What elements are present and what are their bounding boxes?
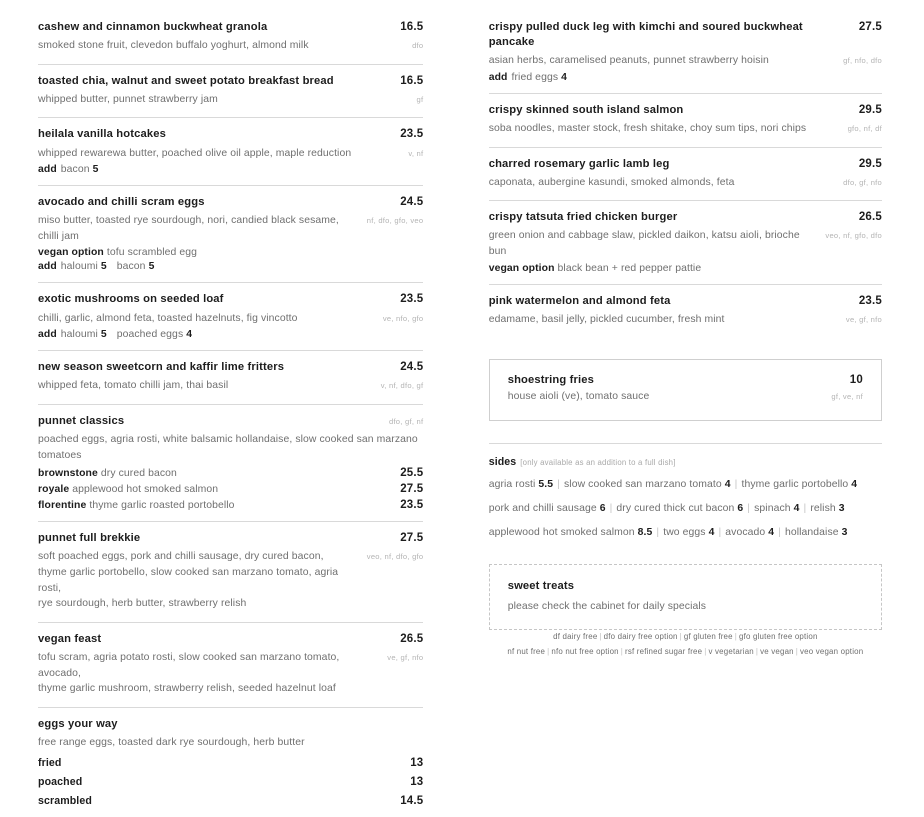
legend-entry: nf nut free xyxy=(507,646,546,656)
variant-text: royale applewood hot smoked salmon xyxy=(38,484,219,496)
item-dietary-tags: dfo, gf, nf xyxy=(388,416,424,426)
sides-separator: | xyxy=(734,478,738,490)
item-name: toasted chia, walnut and sweet potato breakfast bread xyxy=(38,74,334,87)
item-header-row xyxy=(489,157,882,172)
item-description: miso butter, toasted rye sourdough, nori, candied black sesame, chilli jam xyxy=(38,215,339,242)
item-option-line: vegan option tofu scrambled egg xyxy=(38,247,198,259)
sides-price: 5.5 xyxy=(538,478,554,490)
item-description-row xyxy=(38,378,423,394)
item-option-label: vegan option xyxy=(38,247,104,259)
item-description-row xyxy=(38,213,423,244)
item-description: poached eggs, agria rosti, white balsamic hollandaise, slow cooked san marzano tomatoes xyxy=(38,434,418,461)
variant-name: royale xyxy=(38,484,70,496)
eggs-option-price: 13 xyxy=(410,757,424,770)
legend-separator: | xyxy=(599,632,602,642)
item-name: vegan feast xyxy=(38,632,102,645)
item-add-line: add bacon 5 xyxy=(38,164,99,176)
menu-item xyxy=(38,185,423,282)
variant-row xyxy=(38,483,423,495)
item-add-label: add xyxy=(38,329,57,341)
item-add-line: add fried eggs 4 xyxy=(488,71,567,83)
item-option-label: vegan option xyxy=(488,262,555,274)
variant-name: florentine xyxy=(38,500,87,512)
sides-list xyxy=(489,477,882,540)
item-description: caponata, aubergine kasundi, smoked almonds, feta xyxy=(488,176,735,188)
item-price: 29.5 xyxy=(858,157,882,170)
variant-price: 23.5 xyxy=(400,499,424,512)
sides-heading xyxy=(489,456,882,468)
variant-list xyxy=(38,467,423,511)
item-add-price: 5 xyxy=(92,164,99,176)
item-description-row xyxy=(489,121,882,137)
variant-price: 25.5 xyxy=(400,467,424,480)
item-description-row xyxy=(489,53,882,69)
menu-item xyxy=(38,350,423,404)
item-name: pink watermelon and almond feta xyxy=(488,294,671,307)
item-header-row xyxy=(38,127,423,142)
sides-separator: | xyxy=(656,527,660,539)
item-dietary-tags: gf, nfo, dfo xyxy=(843,56,882,66)
item-add-label: add xyxy=(488,71,508,83)
eggs-option-name: poached xyxy=(38,776,83,789)
dietary-legend xyxy=(489,630,882,665)
sides-price: 6 xyxy=(599,503,606,514)
legend-entry: ve vegan xyxy=(760,646,794,656)
sides-price: 4 xyxy=(724,478,731,490)
item-dietary-tags: nf, dfo, gfo, veo xyxy=(366,216,424,226)
legend-separator: | xyxy=(704,646,707,656)
menu-item xyxy=(38,64,423,118)
item-price: 26.5 xyxy=(400,632,424,645)
item-add-price: 5 xyxy=(100,261,107,273)
eggs-option-row xyxy=(38,776,423,788)
item-description-row xyxy=(489,175,882,191)
item-header-row xyxy=(489,20,882,50)
item-add-label: add xyxy=(38,164,57,176)
item-header-row xyxy=(38,292,423,307)
item-dietary-tags: dfo xyxy=(412,41,424,51)
item-description: whipped feta, tomato chilli jam, thai basil xyxy=(38,380,229,392)
item-dietary-tags: ve, gf, nfo xyxy=(387,652,424,662)
legend-separator: | xyxy=(795,646,799,656)
item-description: smoked stone fruit, clevedon buffalo yoghurt, almond milk xyxy=(38,40,309,52)
sides-separator: | xyxy=(803,503,807,514)
variant-text: brownstone dry cured bacon xyxy=(38,468,177,480)
item-price: 29.5 xyxy=(858,103,882,116)
menu-item xyxy=(489,200,882,283)
item-name: charred rosemary garlic lamb leg xyxy=(488,157,670,170)
legend-entry: v vegetarian xyxy=(708,646,754,656)
menu-column-left xyxy=(38,18,431,808)
variant-name: brownstone xyxy=(38,468,98,480)
item-dietary-tags: v, nf xyxy=(408,148,424,158)
legend-entry: nfo nut free option xyxy=(551,646,619,656)
variant-row xyxy=(38,467,423,479)
item-description-row xyxy=(38,92,423,108)
item-price: 27.5 xyxy=(400,532,424,545)
item-description: soft poached eggs, pork and chilli sausage, dry cured bacon, thyme garlic portobello, slow cooked san marzano tomato, agria rosti, rye sourdough, herb butter, strawberry relish xyxy=(38,551,339,610)
item-dietary-tags: veo, nf, dfo, gfo xyxy=(366,552,424,562)
item-price: 27.5 xyxy=(858,21,882,33)
sides-line: pork and chilli sausage 6 | dry cured thick cut bacon 6 | spinach 4 | relish 3 xyxy=(488,503,845,514)
sides-price: 4 xyxy=(851,478,858,490)
legend-entry: df dairy free xyxy=(553,632,598,642)
item-name: shoestring fries xyxy=(507,374,595,387)
item-header-row xyxy=(489,210,882,225)
legend-separator: | xyxy=(620,646,624,656)
item-description: green onion and cabbage slaw, pickled daikon, katsu aioli, brioche bun xyxy=(488,230,800,257)
legend-separator: | xyxy=(679,632,682,642)
item-description: tofu scram, agria potato rosti, slow cooked san marzano tomato, avocado, thyme garlic mushroom, strawberry relish, seeded hazelnut loaf xyxy=(38,651,340,695)
menu-item-eggs-your-way xyxy=(38,707,423,817)
item-name: punnet classics xyxy=(38,414,125,427)
item-name: crispy tatsuta fried chicken burger xyxy=(488,211,678,224)
item-header-row xyxy=(38,74,423,89)
item-price: 16.5 xyxy=(400,74,424,87)
legend-entry: veo vegan option xyxy=(800,646,864,656)
legend-entry: gf gluten free xyxy=(683,632,733,642)
item-price: 24.5 xyxy=(400,361,424,374)
eggs-option-list xyxy=(38,757,423,807)
menu-item xyxy=(489,93,882,147)
item-add-price: 5 xyxy=(148,261,155,273)
legend-entry: dfo dairy free option xyxy=(603,632,678,642)
sweet-treats-title: sweet treats xyxy=(507,580,575,593)
item-dietary-tags: gf xyxy=(416,94,424,104)
item-description-row xyxy=(38,38,423,54)
sides-price: 8.5 xyxy=(637,527,653,539)
sweet-treats-text: please check the cabinet for daily specials xyxy=(507,601,707,613)
item-header-row xyxy=(489,294,882,309)
item-price: 23.5 xyxy=(858,294,882,307)
variant-row xyxy=(38,499,423,511)
item-description: asian herbs, caramelised peanuts, punnet strawberry hoisin xyxy=(488,55,769,67)
sides-price: 3 xyxy=(841,527,848,539)
item-price: 26.5 xyxy=(858,211,882,224)
sides-line: applewood hot smoked salmon 8.5 | two eggs 4 | avocado 4 | hollandaise 3 xyxy=(488,527,848,539)
menu-item xyxy=(489,284,882,338)
item-description: soba noodles, master stock, fresh shitake, choy sum tips, nori chips xyxy=(488,122,807,134)
menu-item-vegan-feast xyxy=(38,622,423,707)
menu-item xyxy=(38,282,423,350)
variant-text: florentine thyme garlic roasted portobello xyxy=(38,500,235,512)
item-dietary-tags: ve, gf, nfo xyxy=(845,314,882,324)
eggs-option-row xyxy=(38,795,423,807)
item-description: chilli, garlic, almond feta, toasted hazelnuts, fig vincotto xyxy=(38,312,298,324)
item-add-price: 5 xyxy=(100,329,107,341)
item-name: exotic mushrooms on seeded loaf xyxy=(38,293,224,306)
item-header-row xyxy=(489,103,882,118)
legend-separator: | xyxy=(547,646,550,656)
menu-item xyxy=(489,18,882,93)
item-name: crispy pulled duck leg with kimchi and soured buckwheat pancake xyxy=(488,21,803,49)
sides-separator: | xyxy=(557,478,560,490)
item-dietary-tags: veo, nf, gfo, dfo xyxy=(825,231,882,241)
item-description: house aioli (ve), tomato sauce xyxy=(507,391,650,403)
legend-entry: gfo gluten free option xyxy=(739,632,818,642)
item-name: cashew and cinnamon buckwheat granola xyxy=(38,21,268,33)
menu-item xyxy=(38,117,423,185)
item-description-row xyxy=(38,311,423,327)
menu-column-right xyxy=(488,18,882,656)
sides-price: 6 xyxy=(737,503,744,514)
menu-item-punnet-full-brekkie xyxy=(38,521,423,622)
sides-line: agria rosti 5.5 | slow cooked san marzano tomato 4 | thyme garlic portobello 4 xyxy=(488,478,858,490)
item-price: 23.5 xyxy=(400,293,424,306)
item-add-line: add haloumi 5 bacon 5 xyxy=(38,261,155,273)
item-price: 23.5 xyxy=(400,128,424,141)
item-dietary-tags: gfo, nf, df xyxy=(847,123,882,133)
eggs-option-price: 13 xyxy=(410,776,424,789)
item-price: 16.5 xyxy=(400,21,424,33)
sides-title: sides xyxy=(488,455,517,468)
item-name: avocado and chilli scram eggs xyxy=(38,196,205,209)
sides-price: 4 xyxy=(768,527,775,539)
sides-section xyxy=(489,443,882,540)
item-description-row xyxy=(489,228,882,259)
sides-price: 4 xyxy=(793,503,800,514)
item-dietary-tags: v, nf, dfo, gf xyxy=(380,381,424,391)
sides-separator: | xyxy=(609,503,613,514)
column-gutter xyxy=(431,18,488,622)
item-description-row xyxy=(38,146,423,162)
item-add-price: 4 xyxy=(186,329,193,341)
sides-separator: | xyxy=(778,527,781,539)
legend-line-1 xyxy=(489,630,882,645)
item-header-row xyxy=(38,20,423,35)
eggs-option-name: scrambled xyxy=(38,795,92,808)
shoestring-fries-panel xyxy=(489,359,882,421)
eggs-option-name: fried xyxy=(38,757,62,770)
item-dietary-tags: ve, nfo, gfo xyxy=(382,313,424,323)
left-item-list xyxy=(38,18,423,404)
sweet-treats-panel xyxy=(489,564,882,630)
item-name: heilala vanilla hotcakes xyxy=(38,128,166,141)
sides-availability-note: [only available as an addition to a full dish] xyxy=(520,457,676,467)
item-name: new season sweetcorn and kaffir lime fritters xyxy=(38,361,285,374)
item-name: punnet full brekkie xyxy=(38,532,141,545)
item-dietary-tags: dfo, gf, nfo xyxy=(843,177,882,187)
legend-separator: | xyxy=(734,632,737,642)
eggs-option-price: 14.5 xyxy=(400,795,424,808)
item-add-line: add haloumi 5 poached eggs 4 xyxy=(38,329,193,341)
item-price: 24.5 xyxy=(400,196,424,209)
item-add-price: 4 xyxy=(561,71,567,83)
sides-price: 4 xyxy=(708,527,715,539)
sides-price: 3 xyxy=(838,503,845,514)
item-name: crispy skinned south island salmon xyxy=(488,103,684,116)
item-description: free range eggs, toasted dark rye sourdough, herb butter xyxy=(38,736,305,748)
item-description: whipped butter, punnet strawberry jam xyxy=(38,93,218,105)
item-add-label: add xyxy=(38,261,57,273)
legend-entry: rsf refined sugar free xyxy=(625,646,703,656)
menu-item xyxy=(489,147,882,201)
sides-separator: | xyxy=(718,527,722,539)
variant-price: 27.5 xyxy=(400,483,424,496)
item-description-row xyxy=(489,312,882,328)
item-name: eggs your way xyxy=(38,717,118,730)
menu-item-punnet-classics xyxy=(38,404,423,521)
eggs-option-row xyxy=(38,757,423,769)
item-option-line: vegan option black bean + red pepper pattie xyxy=(488,262,702,274)
item-price: 10 xyxy=(849,374,863,387)
right-item-list xyxy=(489,18,882,337)
sides-separator: | xyxy=(747,503,751,514)
menu-item xyxy=(38,18,423,64)
legend-line-2 xyxy=(489,645,882,660)
item-description: whipped rewarewa butter, poached olive oil apple, maple reduction xyxy=(38,147,352,159)
legend-separator: | xyxy=(755,646,759,656)
item-header-row xyxy=(38,195,423,210)
item-header-row xyxy=(38,360,423,375)
item-description: edamame, basil jelly, pickled cucumber, fresh mint xyxy=(488,313,725,325)
item-dietary-tags: gf, ve, nf xyxy=(831,392,863,402)
